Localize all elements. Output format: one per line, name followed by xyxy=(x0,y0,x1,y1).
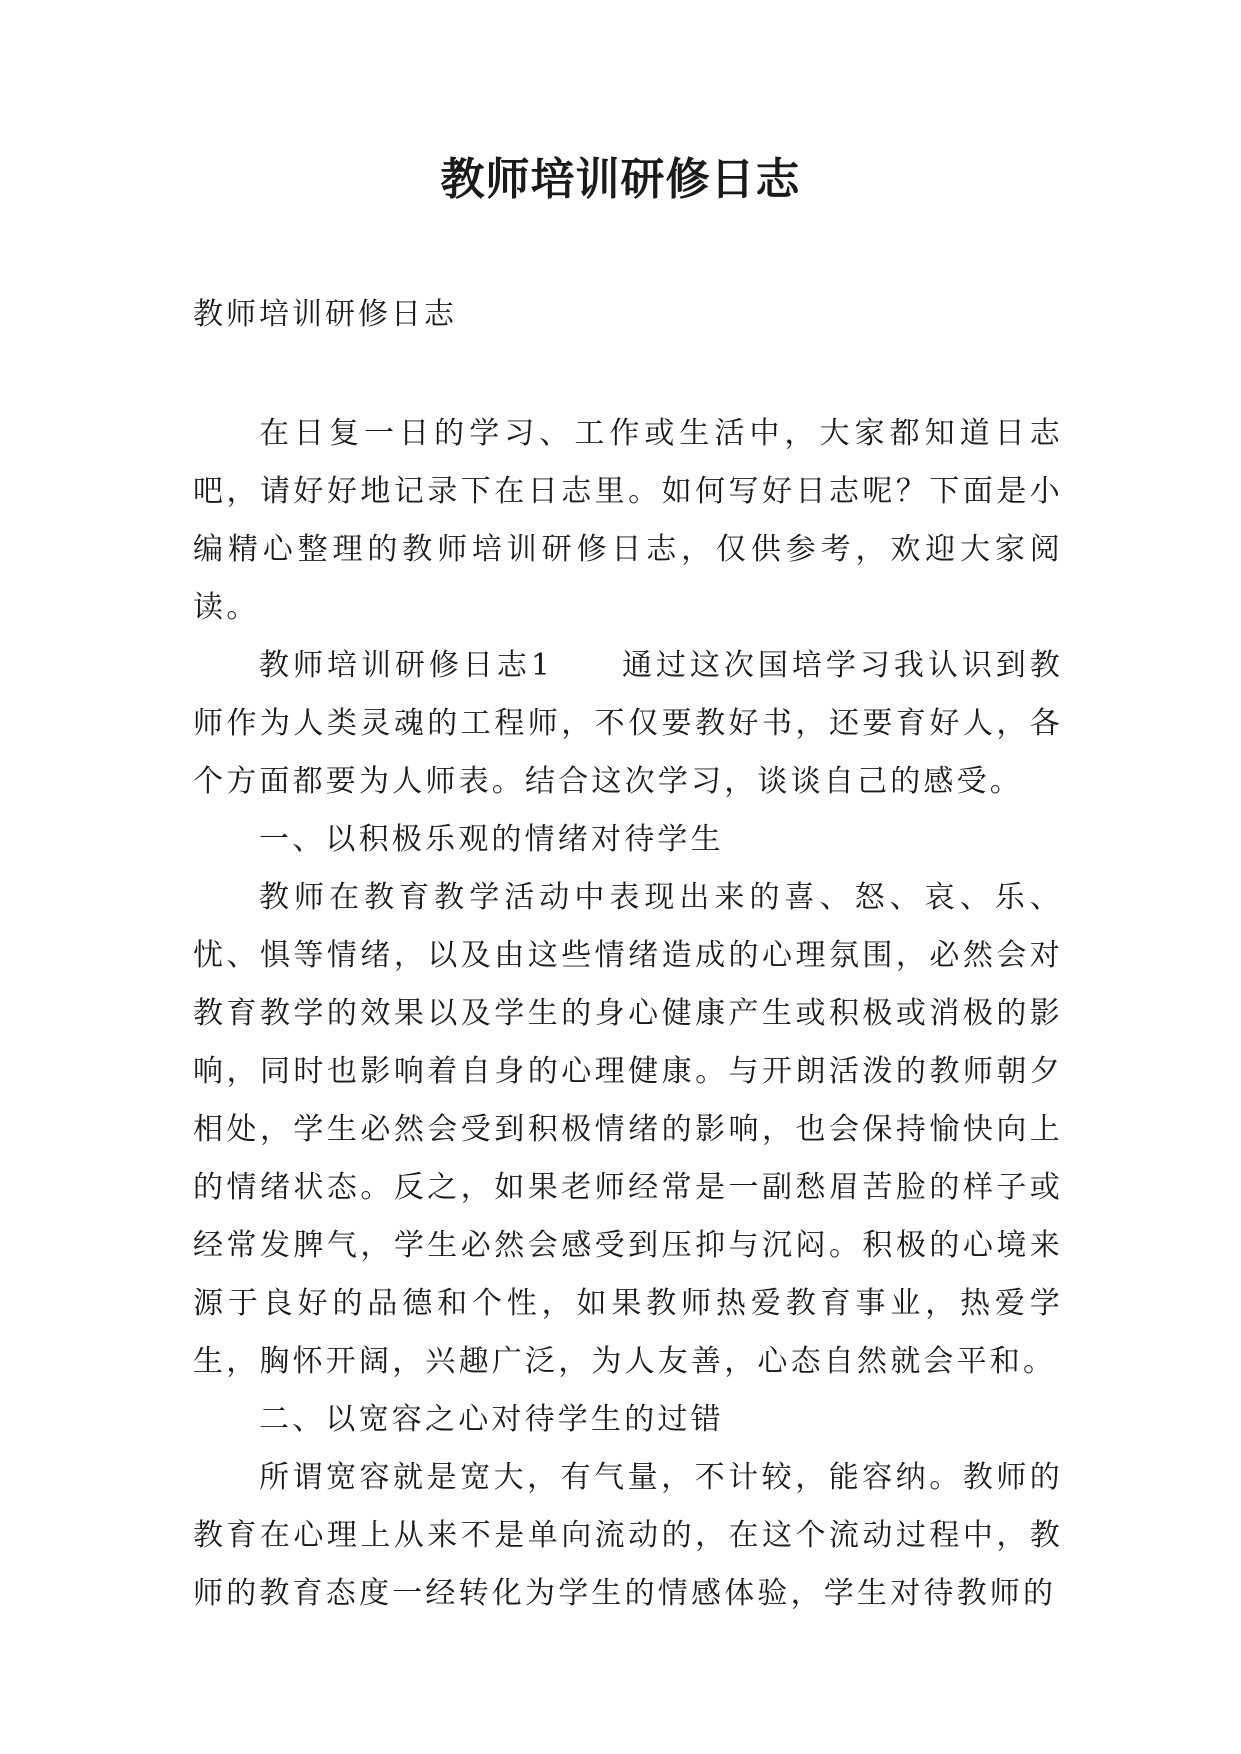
body-paragraph: 教师在教育教学活动中表现出来的喜、怒、哀、乐、忧、惧等情绪，以及由这些情绪造成的心理氛围，必然会对教育教学的效果以及学生的身心健康产生或积极或消极的影响，同时也影响着自身的心理健康。与开朗活泼的教师朝夕相处，学生必然会受到积极情绪的影响，也会保持愉快向上的情绪状态。反之，如果老师经常是一副愁眉苦脸的样子或经常发脾气，学生必然会感受到压抑与沉闷。积极的心境来源于良好的品德和个性，如果教师热爱教育事业，热爱学生，胸怀开阔，兴趣广泛，为人友善，心态自然就会平和。 xyxy=(193,880,1063,1379)
section-heading-2: 二、以宽容之心对待学生的过错 xyxy=(259,1402,724,1437)
document-title: 教师培训研修日志 xyxy=(440,154,801,205)
body-paragraph: 所谓宽容就是宽大，有气量，不计较，能容纳。教师的教育在心理上从来不是单向流动的，在这个流动过程中，教师的教育态度一经转化为学生的情感体验，学生对待教师的 xyxy=(193,1460,1063,1611)
intro-paragraph: 在日复一日的学习、工作或生活中，大家都知道日志吧，请好好地记录下在日志里。如何写好日志呢？下面是小编精心整理的教师培训研修日志，仅供参考，欢迎大家阅读。 xyxy=(193,416,1063,625)
document-subtitle: 教师培训研修日志 xyxy=(193,297,457,332)
section-heading-1: 一、以积极乐观的情绪对待学生 xyxy=(259,822,724,857)
document-body xyxy=(193,405,1063,1623)
log-entry-1-paragraph: 教师培训研修日志1 通过这次国培学习我认识到教师作为人类灵魂的工程师，不仅要教好书，还要育好人，各个方面都要为人师表。结合这次学习，谈谈自己的感受。 xyxy=(193,648,1063,799)
